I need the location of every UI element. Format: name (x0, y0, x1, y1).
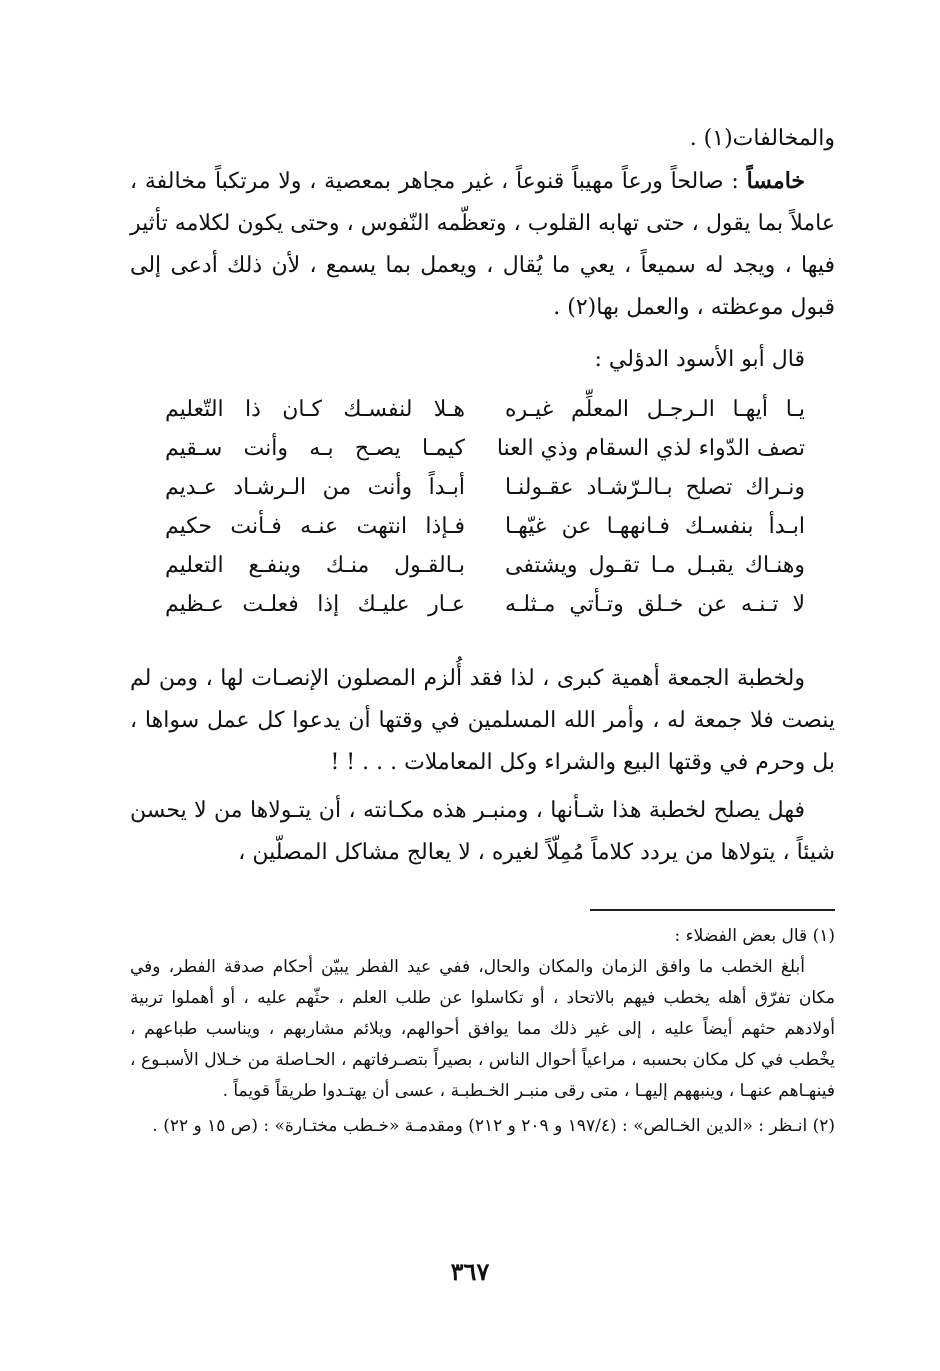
verse-first-half: لا تـنـه عن خـلق وتـأتي مـثلـه (505, 592, 805, 617)
intro-line: والمخالفات(١) . (689, 126, 835, 151)
fifth-text: : صالحاً ورعاً مهيباً قنوعاً ، غير مجاهر بمعصية ، ولا مرتكباً مخالفة ، عاملاً بما يقول ، حتى تهابه القلوب ، وتعظّمه النّفوس ، وحتى يكون لكلامه تأثير فيها ، ويجد له سميعاً ، يعي ما يُقال ، ويعمل بما يسمع ، لأن ذلك أدعى إلى قبول موعظته ، والعمل بها(٢) . (130, 169, 835, 320)
page-number: ٣٦٧ (450, 1257, 490, 1286)
verse-second-half: هـلا لنفسـك كـان ذا التّعليم (165, 397, 465, 422)
verse-first-half: ونـراك تصلح بـالـرّشـاد عقـولنـا (505, 475, 805, 500)
poet-intro: قال أبو الأسود الدؤلي : (594, 347, 805, 372)
poem-verse (165, 546, 805, 585)
verse-second-half: كيمـا يصـح بـه وأنت سـقيم (165, 436, 465, 461)
verse-first-half: تصف الدّواء لذي السقام وذي العنا (496, 436, 805, 461)
closing-text (130, 658, 835, 874)
poem-verse (165, 507, 805, 546)
footnotes (130, 921, 835, 1142)
verse-first-half: يـا أيهـا الـرجـل المعلِّم غيـره (505, 397, 805, 422)
footnote-1-body: أبلغ الخطب ما وافق الزمان والمكان والحال، ففي عيد الفطر يبيّن أحكام صدقة الفطر، وفي مكان تفرّق أهله يخطب فيهم بالاتحاد ، أو تكاسلوا عن طلب العلم ، حثّهم عليه ، أو أهملوا تربية أولادهم حثهم أيضاً عليه ، إلى غير ذلك مما يوافق أحوالهم، ويلائم مشاربهم ، ويناسب طباعهم ، يخْطب في كل مكان بحسبه ، مراعياً أحوال الناس ، بصيراً بتصـرفاتهم ، الحـاصلة من خـلال الأسبـوع ، فينهـاهم عنهـا ، وينبههم إليهـا ، متى رقى منبـر الخـطبـة ، عسى أن يهتـدوا طريقاً قويماً . (130, 957, 835, 1101)
verse-second-half: بـالقـول منـك وينفـع التعليم (165, 553, 465, 578)
fifth-label: خامساً (746, 168, 805, 194)
footnote-2: (٢) انـظر : «الدين الخـالص» : (١٩٧/٤ و ٢٠٩ و ٢١٢) ومقدمـة «خـطب مختـارة» : (ص ١٥ و ٢٢) . (152, 1116, 835, 1136)
poem-verse (165, 468, 805, 507)
verse-first-half: ابـدأ بنفسـك فـانههـا عن غيّهـا (505, 514, 805, 539)
poem (165, 390, 805, 624)
main-text (130, 118, 835, 381)
paragraph-friday-sermon: ولخطبة الجمعة أهمية كبرى ، لذا فقد أُلزم المصلون الإنصـات لها ، ومن لم ينصت فلا جمعة له ، وأمر الله المسلمين في وقتها أن يدعوا كل عمل سواها ، بل وحرم في وقتها البيع والشراء وكل المعاملات . . . ! ! (130, 666, 835, 775)
verse-second-half: عـار عليـك إذا فعلـت عـظيم (165, 592, 465, 617)
fifth-paragraph (130, 160, 835, 329)
poem-verse (165, 390, 805, 429)
footnote-1-heading: (١) قال بعض الفضلاء : (674, 926, 835, 946)
verse-second-half: فـإذا انتهت عنـه فـأنت حكيم (165, 514, 465, 539)
verse-second-half: أبـداً وأنت من الـرشـاد عـديم (165, 475, 465, 500)
paragraph-question: فهل يصلح لخطبة هذا شـأنها ، ومنبـر هذه مكـانته ، أن يتـولاها من لا يحسن شيئاً ، يتولاها من يردد كلاماً مُمِلّاً لغيره ، لا يعالج مشاكل المصلّين ، (130, 798, 835, 865)
poem-verse (165, 585, 805, 624)
footnote-separator (590, 909, 835, 911)
poem-verse (165, 429, 805, 468)
verse-first-half: وهنـاك يقبـل مـا تقـول ويشتفى (505, 553, 805, 578)
